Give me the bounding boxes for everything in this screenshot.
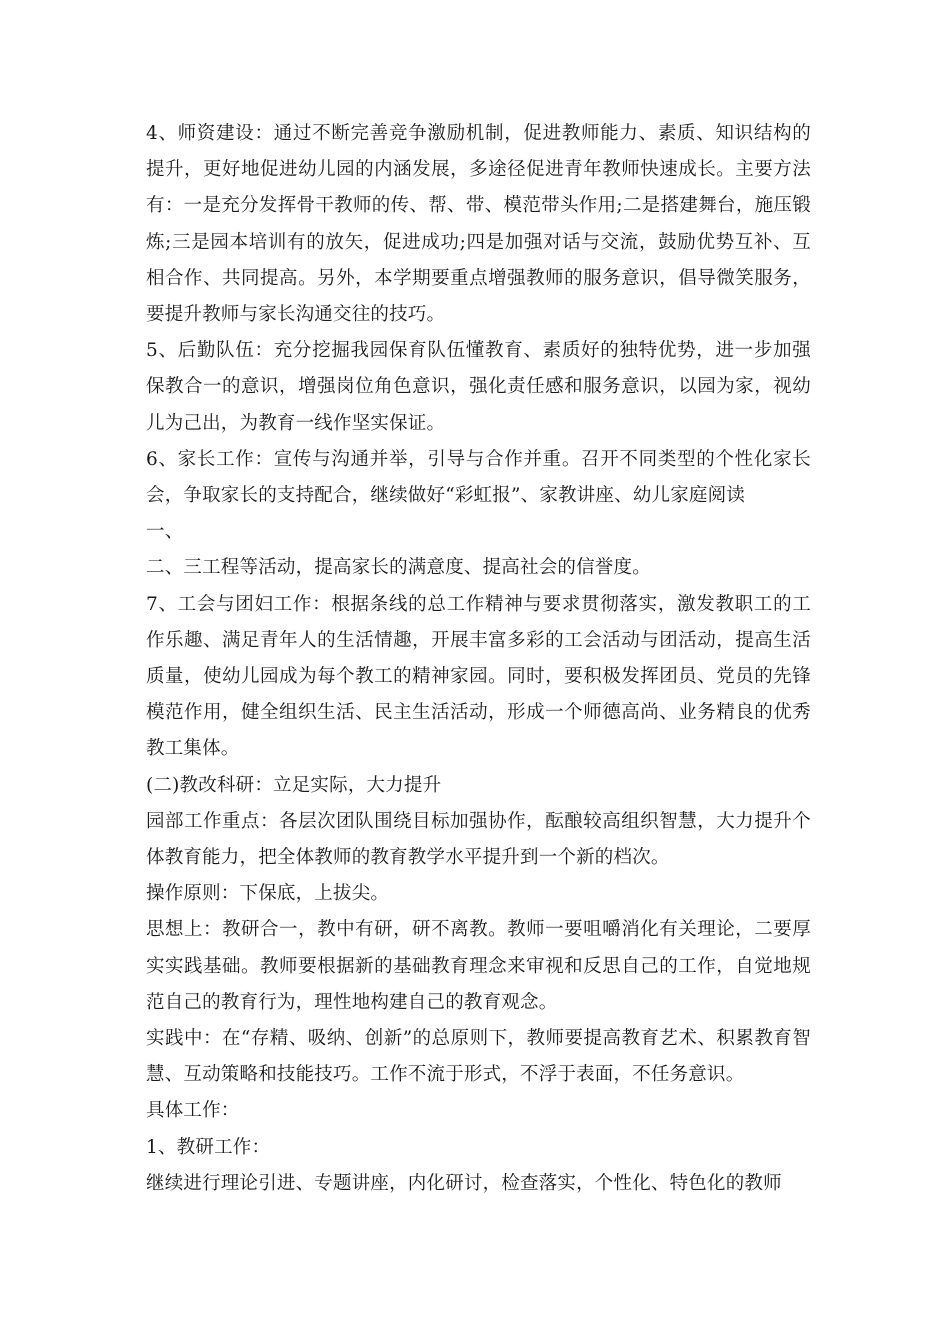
paragraph-focus: 园部工作重点：各层次团队围绕目标加强协作，酝酿较高组织智慧，大力提升个体教育能力，把全体教师的教育教学水平提升到一个新的档次。: [146, 810, 811, 869]
paragraph-research-work: 1、教研工作：: [146, 1136, 271, 1158]
paragraph-specific-work: 具体工作：: [146, 1100, 240, 1122]
paragraph-union-work: 7、工会与团妇工作：根据条线的总工作精神与要求贯彻落实，激发教职工的工作乐趣、满足青年人的生活情趣，开展丰富多彩的工会活动与团活动，提高生活质量，使幼儿园成为每个教工的精神家园。同时，要积极发挥团员、党员的先锋模范作用，健全组织生活、民主生活活动，形成一个师德高尚、业务精良的优秀教工集体。: [146, 593, 811, 760]
paragraph-thinking: 思想上：教研合一，教中有研，研不离教。教师一要咀嚼消化有关理论，二要厚实实践基础。教师要根据新的基础教育理念来审视和反思自己的工作，自觉地规范自己的教育行为，理性地构建自己的教育观念。: [146, 919, 811, 1013]
paragraph-fragment-one: 一、: [146, 521, 184, 543]
document-body: [146, 116, 811, 1202]
section-heading-research: (二)教改科研：立足实际，大力提升: [146, 774, 442, 796]
paragraph-teacher-building: 4、师资建设：通过不断完善竞争激励机制，促进教师能力、素质、知识结构的提升，更好地促进幼儿园的内涵发展，多途径促进青年教师快速成长。主要方法有：一是充分发挥骨干教师的传、帮、带、模范带头作用;二是搭建舞台，施压锻炼;三是园本培训有的放矢，促进成功;四是加强对话与交流，鼓励优势互补、互相合作、共同提高。另外，本学期要重点增强教师的服务意识，倡导微笑服务，要提升教师与家长沟通交往的技巧。: [146, 123, 811, 326]
paragraph-logistics-team: 5、后勤队伍：充分挖掘我园保育队伍懂教育、素质好的独特优势，进一步加强保教合一的意识，增强岗位角色意识，强化责任感和服务意识，以园为家，视幼儿为己出，为教育一线作坚实保证。: [146, 340, 811, 434]
paragraph-practice: 实践中：在“存精、吸纳、创新”的总原则下，教师要提高教育艺术、积累教育智慧、互动策略和技能技巧。工作不流于形式，不浮于表面，不任务意识。: [146, 1028, 811, 1086]
paragraph-fragment-two: 二、三工程等活动，提高家长的满意度、提高社会的信誉度。: [146, 557, 651, 579]
paragraph-parent-work: 6、家长工作：宣传与沟通并举，引导与合作并重。召开不同类型的个性化家长会，争取家长的支持配合，继续做好“彩虹报”、家教讲座、幼儿家庭阅读: [146, 448, 811, 507]
paragraph-continue: 继续进行理论引进、专题讲座，内化研讨，检查落实，个性化、特色化的教师: [146, 1172, 782, 1194]
paragraph-principle: 操作原则：下保底，上拔尖。: [146, 883, 390, 905]
